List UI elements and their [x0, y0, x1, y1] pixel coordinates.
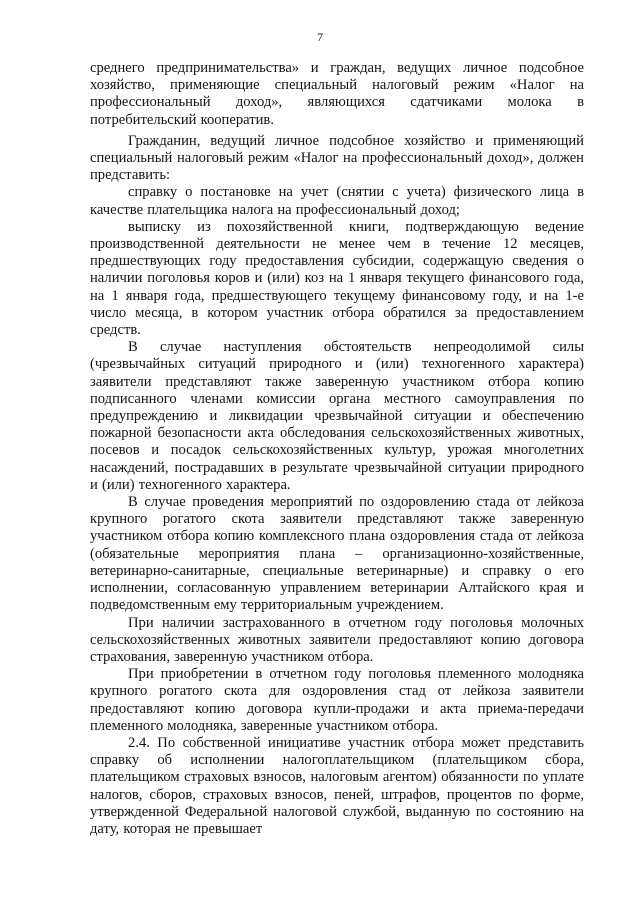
paragraph-force-majeure: В случае наступления обстоятельств непреодолимой силы (чрезвычайных ситуаций природного и (или) техногенного характера) заявители представляют также заверенную участником отбора копию подписанного членами комиссии органа местного самоуправления по предупреждению и ликвидации чрезвычайной ситуации и обеспечению пожарной безопасности акта обследования сельскохозяйственных животных, посевов и посадок сельскохозяйственных культур, урожая многолетних насаждений, пострадавших в результате чрезвычайной ситуации природного и (или) техногенного характера.	[90, 339, 584, 493]
paragraph-continuation: среднего предпринимательства» и граждан, ведущих личное подсобное хозяйство, применяющие специальный налоговый режим «Налог на профессиональный доход», являющихся сдатчиками молока в потребительский кооператив.	[90, 60, 584, 128]
paragraph-tax-registration-certificate: справку о постановке на учет (снятии с учета) физического лица в качестве плательщика налога на профессиональный доход;	[90, 184, 584, 218]
paragraph-section-2-4: 2.4. По собственной инициативе участник отбора может представить справку об исполнении налогоплательщиком (плательщиком сбора, плательщиком страховых взносов, налоговым агентом) обязанности по уплате налогов, сборов, страховых взносов, пеней, штрафов, процентов по форме, утвержденной Федеральной налоговой службой, выданную по состоянию на дату, которая не превышает	[90, 734, 584, 837]
paragraph-citizen-requirements: Гражданин, ведущий личное подсобное хозяйство и применяющий специальный налоговый режим «Налог на профессиональный доход», должен представить:	[90, 132, 584, 184]
paragraph-insurance-contract: При наличии застрахованного в отчетном году поголовья молочных сельскохозяйственных животных заявители предоставляют копию договора страхования, заверенную участником отбора.	[90, 614, 584, 665]
document-body	[90, 60, 584, 838]
paragraph-household-book-extract: выписку из похозяйственной книги, подтверждающую ведение производственной деятельности не менее чем в течение 12 месяцев, предшествующих году предоставления субсидии, содержащую сведения о наличии поголовья коров и (или) коз на 1 января текущего финансового года, на 1 января года, предшествующего текущему финансовому году, и на 1-е число месяца, в котором участник отбора обратился за предоставлением средств.	[90, 218, 584, 339]
paragraph-leukosis-plan: В случае проведения мероприятий по оздоровлению стада от лейкоза крупного рогатого скота заявители представляют также заверенную участником отбора копию комплексного плана оздоровления стада от лейкоза (обязательные мероприятия плана – организационно-хозяйственные, ветеринарно-санитарные, специальные ветеринарные) и справку о его исполнении, согласованную управлением ветеринарии Алтайского края и подведомственным ему территориальным учреждением.	[90, 494, 584, 614]
paragraph-breeding-stock-purchase: При приобретении в отчетном году поголовья племенного молодняка крупного рогатого скота для оздоровления стад от лейкоза заявители предоставляют копию договора купли-продажи и акта приема-передачи племенного молодняка, заверенные участником отбора.	[90, 666, 584, 734]
page-number: 7	[317, 30, 323, 44]
